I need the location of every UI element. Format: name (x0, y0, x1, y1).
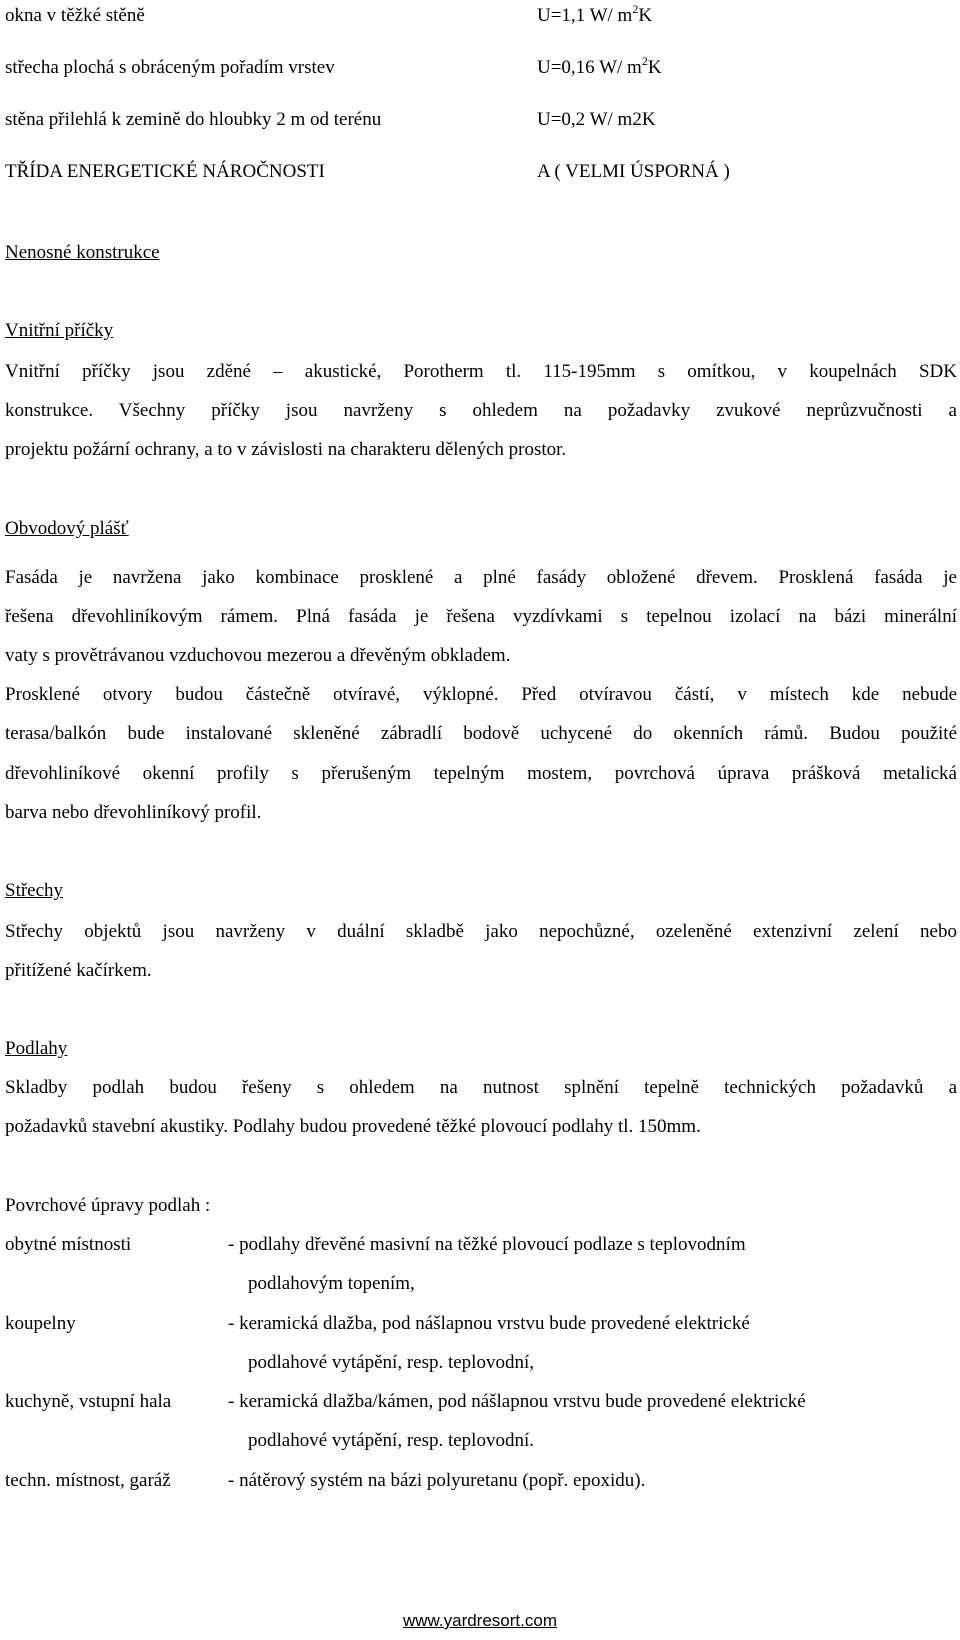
finish-description: - podlahy dřevěné masivní na těžké plovoucí podlaze s teplovodním (228, 1234, 746, 1255)
energy-class-row (5, 161, 957, 187)
paragraph-line: projektu požární ochrany, a to v závislosti na charakteru dělených prostor. (5, 439, 567, 460)
spec-label: střecha plochá s obráceným pořadím vrstev (5, 57, 335, 78)
spec-label: stěna přilehlá k zemině do hloubky 2 m od terénu (5, 109, 382, 130)
paragraph-line: Skladby podlah budou řešeny s ohledem na nutnost splnění tepelně technických požadavků a (5, 1077, 957, 1098)
heading-obvodovy-plast: Obvodový plášť (5, 518, 129, 539)
paragraph-line: vaty s provětrávanou vzduchovou mezerou a dřevěným obkladem. (5, 645, 511, 666)
paragraph-line: Střechy objektů jsou navrženy v duální skladbě jako nepochůzné, ozeleněné extenzivní zelení nebo (5, 921, 957, 942)
paragraph-line: terasa/balkón bude instalované skleněné zábradlí bodově uchycené do okenních rámů. Budou použité (5, 723, 957, 744)
heading-vnitrni-pricky: Vnitřní příčky (5, 320, 114, 341)
paragraph-line: přitížené kačírkem. (5, 960, 152, 981)
finish-description: - nátěrový systém na bázi polyuretanu (popř. epoxidu). (228, 1470, 646, 1491)
room-name: kuchyně, vstupní hala (5, 1391, 172, 1412)
spec-value: U=0,2 W/ m2K (537, 109, 656, 130)
paragraph-line: Prosklené otvory budou částečně otvíravé, výklopné. Před otvíravou částí, v místech kde nebude (5, 684, 957, 705)
energy-class-label: TŘÍDA ENERGETICKÉ NÁROČNOSTI (5, 161, 325, 182)
heading-povrchove-upravy: Povrchové úpravy podlah : (5, 1195, 211, 1216)
spec-label: okna v těžké stěně (5, 5, 145, 26)
heading-podlahy: Podlahy (5, 1038, 68, 1059)
finish-description-cont: podlahové vytápění, resp. teplovodní, (248, 1352, 534, 1373)
paragraph-line: požadavků stavební akustiky. Podlahy budou provedené těžké plovoucí podlahy tl. 150mm. (5, 1116, 701, 1137)
heading-nenosne-konstrukce: Nenosné konstrukce (5, 242, 160, 263)
finish-description-cont: podlahovým topením, (248, 1273, 415, 1294)
paragraph-line: konstrukce. Všechny příčky jsou navrženy s ohledem na požadavky zvukové neprůzvučnosti a (5, 400, 957, 421)
spec-row (5, 54, 957, 83)
paragraph-line: dřevohliníkové okenní profily s přerušeným tepelným mostem, povrchová úprava prášková metalická (5, 763, 957, 784)
spec-row (5, 109, 957, 135)
footer-link[interactable]: www.yardresort.com (403, 1611, 557, 1630)
paragraph-line: řešena dřevohliníkovým rámem. Plná fasáda je řešena vyzdívkami s tepelnou izolací na bázi minerální (5, 606, 957, 627)
paragraph-line: Vnitřní příčky jsou zděné – akustické, Porotherm tl. 115-195mm s omítkou, v koupelnách SDK (5, 361, 957, 382)
spec-value: U=0,16 W/ $m^2K$ (537, 54, 662, 78)
finish-description: - keramická dlažba, pod nášlapnou vrstvu bude provedené elektrické (228, 1313, 750, 1334)
finish-description: - keramická dlažba/kámen, pod nášlapnou vrstvu bude provedené elektrické (228, 1391, 806, 1412)
paragraph-line: Fasáda je navržena jako kombinace prosklené a plné fasády obložené dřevem. Prosklená fasáda je (5, 567, 957, 588)
spec-value: U=1,1 W/ $m^2K$ (537, 2, 653, 26)
energy-class-value: A ( VELMI ÚSPORNÁ ) (537, 161, 730, 182)
heading-strechy: Střechy (5, 880, 64, 901)
spec-row (5, 2, 957, 31)
room-name: obytné místnosti (5, 1234, 132, 1255)
room-name: techn. místnost, garáž (5, 1470, 171, 1491)
paragraph-line: barva nebo dřevohliníkový profil. (5, 802, 262, 823)
room-name: koupelny (5, 1313, 76, 1334)
finish-description-cont: podlahové vytápění, resp. teplovodní. (248, 1430, 534, 1451)
